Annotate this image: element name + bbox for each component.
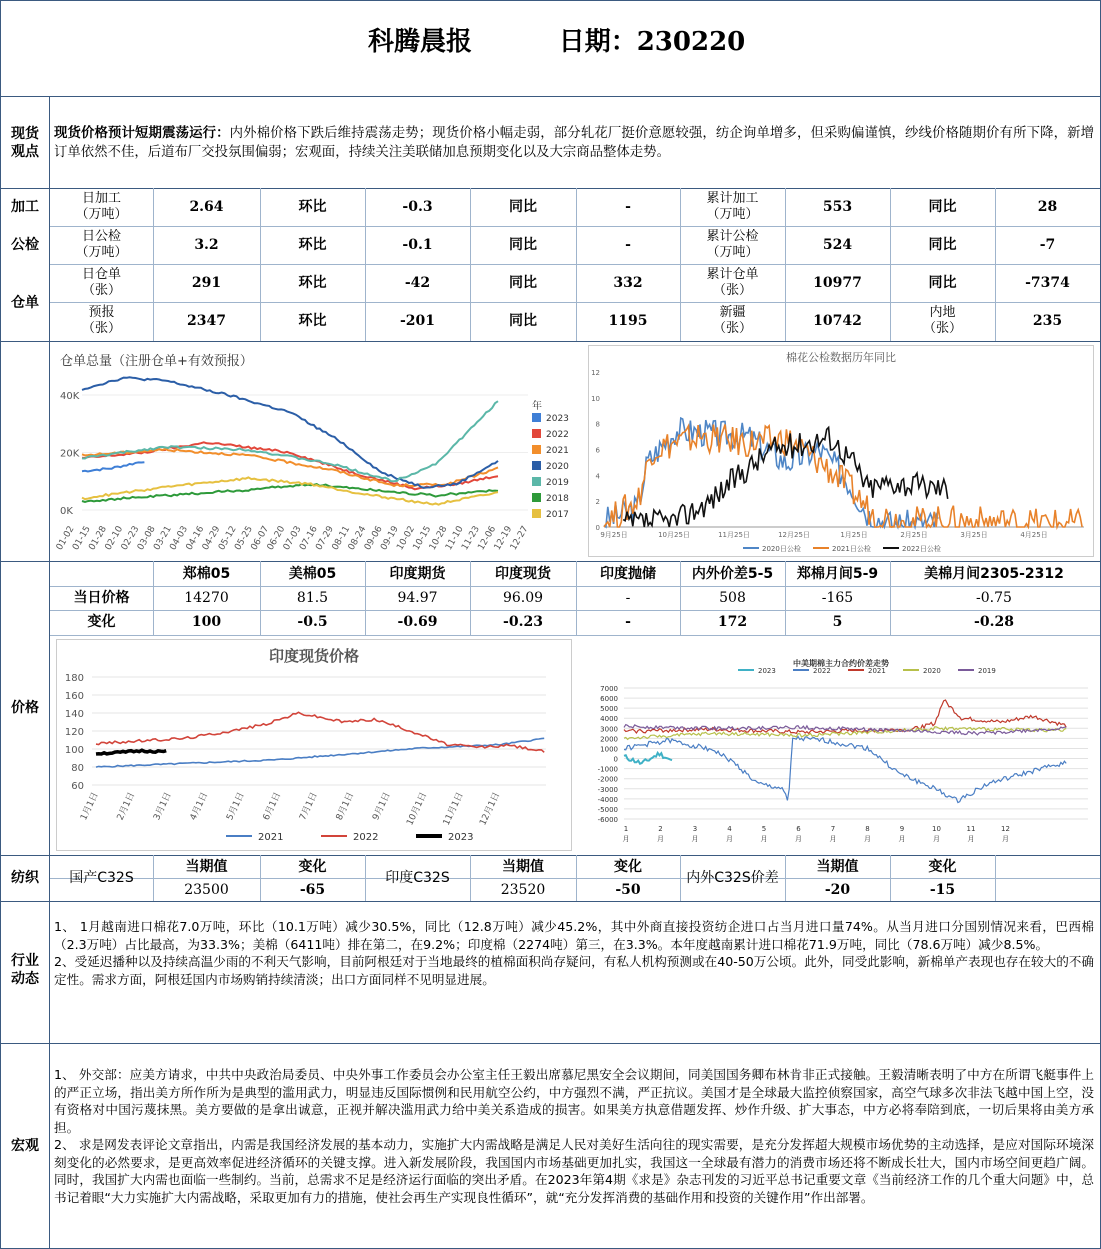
x-tick-label: 3月25日 — [960, 531, 988, 539]
y-tick-label: 60 — [71, 781, 84, 792]
x-tick-label: 01-02 — [54, 524, 77, 553]
legend-label: 2020 — [546, 462, 569, 472]
stats-cell: 332 — [613, 275, 643, 291]
legend-label: 2022 — [546, 430, 569, 440]
stats-cell: -0.1 — [402, 237, 433, 253]
x-tick-label: 6月1日 — [261, 791, 284, 822]
x-tick-label: 月 — [933, 835, 940, 843]
x-tick-label: 4 — [727, 825, 732, 833]
x-tick-label: 5 — [761, 825, 767, 833]
price-cell: 96.09 — [502, 590, 544, 606]
chart-title: 印度现货价格 — [268, 647, 360, 665]
y-tick-label: 8 — [595, 420, 600, 429]
y-tick-label: 1000 — [600, 745, 618, 754]
section-processing: 加工 — [11, 199, 39, 215]
y-tick-label: -5000 — [597, 805, 618, 814]
x-tick-label: 09-06 — [362, 524, 385, 553]
price-header: 印度期货 — [389, 565, 446, 582]
section-inspection: 公检 — [11, 237, 39, 253]
x-tick-label: 09-19 — [379, 524, 401, 553]
stats-cell: 553 — [822, 199, 853, 215]
x-tick-label: 06-20 — [265, 524, 288, 553]
stats-cell: 2.64 — [189, 199, 224, 215]
x-tick-label: 12月1日 — [478, 791, 503, 828]
legend-label: 2023 — [758, 667, 776, 675]
stats-cell: 同比 — [928, 199, 957, 215]
price-cell: - — [625, 614, 631, 630]
y-tick-label: 140 — [64, 709, 84, 720]
macro-item: 1、 外交部：应美方请求，中共中央政治局委员、中央外事工作委员会办公室主任王毅出席慕尼黑安全会议期间，同美国国务卿布林肯非正式接触。王毅清晰表明了中方在所谓飞艇事件上的严正立场，指出美方所作所为是典型的滥用武力，明显违反国际惯例和民用航空公约，中方强烈不满，严正抗议。美国才是全球最大监控侦察国家，高空气球多次非法飞越中国上空，没有资格对中国污蔑抹黑。美方要做的是拿出诚意，正视并解决滥用武力给中美关系造成的损害。如果美方执意借题发挥、炒作升级、扩大事态，中方必将奉陪到底，一切后果将由美方承担。 — [54, 1067, 1094, 1135]
price-header: 美棉05 — [288, 565, 337, 582]
x-tick-label: 10-15 — [411, 524, 434, 553]
y-tick-label: 12 — [591, 369, 600, 377]
price-cell: 94.97 — [397, 590, 438, 606]
x-tick-label: 月 — [1002, 835, 1009, 843]
x-tick-label: 5月1日 — [225, 791, 247, 822]
legend-title: 年 — [532, 401, 542, 412]
x-tick-label: 08-11 — [330, 524, 353, 553]
x-tick-label: 10-02 — [395, 524, 418, 553]
stats-cell: 10977 — [813, 275, 862, 291]
legend-label: 2018 — [546, 494, 569, 504]
legend-label: 2020 — [923, 667, 941, 675]
stats-cell: 日仓单 （张） — [81, 267, 121, 298]
price-cell: -0.75 — [976, 590, 1012, 606]
stats-cell: 235 — [1032, 313, 1063, 329]
y-tick-label: 7000 — [600, 685, 618, 693]
price-cell: -0.23 — [503, 614, 543, 630]
stats-cell: 同比 — [928, 275, 957, 291]
x-tick-label: 2月1日 — [115, 791, 138, 822]
x-tick-label: 2月25日 — [900, 531, 928, 539]
textile-h4: 变化 — [614, 858, 642, 875]
y-tick-label: 180 — [64, 673, 84, 684]
y-tick-label: -2000 — [597, 775, 618, 784]
price-cell: -0.69 — [397, 614, 438, 630]
textile-h3: 当期值 — [502, 858, 544, 875]
x-tick-label: 04-03 — [168, 524, 191, 553]
y-tick-label: 6000 — [600, 695, 618, 704]
stats-cell: 累计加工 （万吨） — [706, 191, 759, 222]
price-cell: 172 — [717, 614, 748, 630]
x-tick-label: 02-23 — [119, 524, 142, 553]
price-header: 印度现货 — [495, 565, 551, 582]
x-tick-label: 月 — [864, 835, 871, 843]
chart-title: 棉花公检数据历年同比 — [786, 351, 896, 364]
x-tick-label: 07-16 — [298, 524, 320, 553]
section-price: 价格 — [11, 700, 39, 716]
legend-swatch — [532, 461, 541, 470]
x-tick-label: 05-12 — [217, 524, 239, 553]
stats-cell: -0.3 — [402, 199, 433, 215]
x-tick-label: 08-24 — [346, 524, 369, 553]
x-tick-label: 月 — [967, 835, 975, 843]
legend-label: 2022日公检 — [902, 545, 941, 553]
legend-label: 2023 — [448, 832, 474, 843]
x-tick-label: 10月25日 — [658, 531, 690, 539]
stats-cell: 环比 — [298, 199, 327, 215]
price-row-label: 当日价格 — [73, 590, 130, 606]
y-tick-label: 2000 — [600, 735, 618, 744]
y-tick-label: 20K — [60, 448, 80, 460]
y-tick-label: 80 — [71, 763, 84, 774]
spot-view-body: 内外棉价格下跌后维持震荡走势；现货价格小幅走弱，部分轧花厂挺价意愿较强，纺企询单增多，但采购偏谨慎，纱线价格随期价有所下降，新增订单依然不佳，后道布厂交投氛围偏弱；宏观面，持续关注美联储加息预期变化以及大宗商品整体走势。 — [54, 126, 1095, 160]
stats-cell: 新疆 （张） — [712, 305, 752, 336]
report-date: 日期：230220 — [558, 27, 746, 57]
spot-view-text — [54, 124, 1094, 162]
x-tick-label: 03-08 — [135, 524, 158, 553]
stats-cell: - — [625, 199, 631, 215]
textile-india-c32s: 印度C32S — [385, 870, 450, 886]
stats-cell: -201 — [399, 313, 436, 329]
legend-label: 2019 — [978, 667, 996, 675]
x-tick-label: 9 — [899, 825, 905, 833]
y-tick-label: 4 — [595, 472, 600, 481]
y-tick-label: 4000 — [600, 715, 618, 724]
inspection-chart — [588, 345, 1094, 557]
x-tick-label: 3 — [692, 825, 698, 833]
x-tick-label: 月 — [760, 835, 768, 843]
x-tick-label: 8 — [865, 825, 870, 833]
x-tick-label: 月 — [657, 835, 664, 843]
x-tick-label: 12-19 — [492, 524, 515, 553]
y-tick-label: 0 — [595, 524, 600, 532]
textile-v2: -65 — [299, 881, 326, 898]
x-tick-label: 月 — [726, 835, 733, 843]
y-tick-label: -1000 — [597, 765, 618, 774]
stats-cell: 同比 — [928, 237, 957, 253]
legend-label: 2021 — [546, 446, 569, 456]
price-header: 美棉月间2305-2312 — [924, 565, 1064, 582]
x-tick-label: 1 — [623, 825, 629, 833]
stats-cell: 环比 — [298, 275, 327, 291]
x-tick-label: 月 — [898, 835, 906, 843]
y-tick-label: 10 — [591, 394, 600, 403]
y-tick-label: -4000 — [597, 795, 618, 804]
y-tick-label: 120 — [64, 727, 84, 738]
x-tick-label: 3月1日 — [152, 791, 174, 822]
price-header: 印度抛储 — [600, 565, 656, 582]
stats-cell: 预报 （张） — [81, 305, 121, 336]
x-tick-label: 12-06 — [476, 524, 499, 553]
stats-cell: 内地 （张） — [922, 305, 962, 336]
textile-v4: -50 — [615, 881, 641, 898]
x-tick-label: 月 — [691, 835, 699, 843]
section-industry: 行业动态 — [11, 953, 39, 987]
x-tick-label: 02-10 — [103, 524, 126, 553]
price-cell: 5 — [832, 614, 843, 630]
textile-h1: 当期值 — [185, 858, 228, 875]
stats-cell: 291 — [191, 275, 222, 291]
legend-label: 2023 — [546, 414, 569, 424]
textile-h2: 变化 — [298, 858, 327, 875]
y-tick-label: -6000 — [597, 816, 618, 824]
legend-label: 2021 — [868, 667, 886, 675]
stats-cell: 同比 — [509, 275, 537, 291]
textile-h6: 变化 — [928, 858, 957, 875]
stats-cell: -42 — [404, 275, 431, 291]
stats-cell: 同比 — [509, 313, 537, 329]
legend-label: 2022 — [353, 832, 379, 843]
legend-swatch — [532, 429, 541, 438]
chart-title: 仓单总量（注册仓单+有效预报） — [60, 354, 253, 369]
stats-cell: 3.2 — [194, 237, 219, 253]
textile-domestic-c32s: 国产C32S — [69, 870, 134, 886]
price-header: 内外价差5-5 — [691, 565, 774, 582]
price-cell: -0.28 — [974, 614, 1014, 630]
x-tick-label: 8月1日 — [334, 791, 357, 822]
price-cell: 100 — [191, 614, 222, 630]
y-tick-label: 100 — [64, 745, 84, 756]
price-header: 郑棉月间5-9 — [796, 565, 879, 582]
spot-view-lead: 现货价格预计短期震荡运行： — [54, 126, 230, 141]
price-row-label: 变化 — [87, 614, 116, 630]
textile-v1: 23500 — [184, 881, 229, 898]
y-tick-label: 5000 — [600, 705, 618, 714]
section-macro: 宏观 — [11, 1137, 39, 1154]
y-tick-label: 40K — [60, 391, 80, 402]
x-tick-label: 11月25日 — [718, 531, 750, 539]
x-tick-label: 11 — [966, 825, 976, 833]
report-title: 科腾晨报 — [367, 27, 472, 57]
x-tick-label: 4月25日 — [1020, 531, 1048, 539]
x-tick-label: 12-27 — [508, 524, 531, 553]
x-tick-label: 03-21 — [152, 524, 174, 553]
x-tick-label: 11-23 — [460, 524, 482, 553]
legend-label: 2021日公检 — [832, 545, 871, 553]
legend-label: 2022 — [813, 667, 831, 675]
legend-swatch — [532, 413, 541, 422]
stats-cell: 同比 — [509, 199, 537, 215]
x-tick-label: 11月1日 — [441, 791, 466, 828]
stats-cell: 同比 — [509, 237, 537, 253]
x-tick-label: 01-28 — [87, 524, 110, 553]
section-spot: 现货观点 — [11, 126, 39, 160]
macro-news — [54, 1066, 1094, 1206]
stats-cell: 环比 — [298, 237, 327, 253]
legend-label: 2021 — [258, 832, 284, 843]
x-tick-label: 2 — [658, 825, 663, 833]
y-tick-label: -3000 — [597, 785, 618, 794]
x-tick-label: 6 — [796, 825, 801, 833]
y-tick-label: 160 — [64, 691, 84, 702]
macro-item: 2、 求是网发表评论文章指出，内需是我国经济发展的基本动力，实施扩大内需战略是满足人民对美好生活向往的现实需要，是充分发挥超大规模市场优势的主动选择，是应对国际环境深刻变化的必然要求，是更高效率促进经济循环的关键支撑。进入新发展阶段，我国国内市场基础更加扎实，我国这一全球最有潜力的消费市场还将不断成长壮大，国内市场空间更趋广阔。同时，我国扩大内需也面临一些制约。当前，总需求不足是经济运行面临的突出矛盾。在2023年第4期《求是》杂志刊发的习近平总书记重要文章《当前经济工作的几个重大问题》中，总书记着眼“大力实施扩大内需战略，采取更加有力的措施，使社会再生产实现良性循环”，就“充分发挥消费的基础作用和投资的关键作用”作出部署。 — [54, 1137, 1094, 1205]
stats-cell: 10742 — [813, 313, 862, 329]
x-tick-label: 月 — [829, 835, 837, 843]
x-tick-label: 10-28 — [427, 524, 450, 553]
y-tick-label: 0 — [613, 755, 618, 764]
y-tick-label: 6 — [595, 446, 600, 455]
x-tick-label: 01-15 — [71, 524, 93, 553]
stats-cell: 环比 — [298, 313, 327, 329]
stats-cell: 累计仓单 （张） — [706, 267, 759, 298]
x-tick-label: 10月1日 — [405, 791, 430, 828]
stats-cell: 28 — [1037, 199, 1058, 215]
chart-bg — [589, 346, 1094, 557]
x-tick-label: 10 — [932, 825, 941, 833]
price-cell: 81.5 — [296, 590, 329, 606]
y-tick-label: 0K — [60, 506, 73, 517]
x-tick-label: 7 — [830, 825, 836, 833]
y-tick-label: 3000 — [600, 725, 618, 734]
x-tick-label: 4月1日 — [188, 791, 211, 822]
price-cell: 508 — [719, 590, 746, 606]
x-tick-label: 07-29 — [314, 524, 337, 553]
section-warehouse: 仓单 — [11, 294, 39, 311]
chart-bg — [588, 655, 1094, 851]
x-tick-label: 9月25日 — [600, 531, 628, 539]
spread-chart — [588, 655, 1094, 851]
price-cell: - — [625, 590, 631, 606]
stats-cell: 1195 — [608, 313, 648, 329]
stats-cell: -7 — [1039, 237, 1056, 253]
legend-label: 2019 — [546, 478, 569, 488]
section-textile: 纺织 — [11, 870, 39, 886]
x-tick-label: 月 — [622, 835, 630, 843]
x-tick-label: 1月25日 — [840, 531, 868, 539]
legend-swatch — [532, 493, 541, 502]
industry-item: 2、受延迟播种以及持续高温少雨的不利天气影响，目前阿根廷对于当地最终的植棉面积尚存疑问，有私人机构预测或在40-50万公顷。此外，同受此影响，新棉单产表现也存在较大的不确定性。需求方面，阿根廷国内市场购销持续清淡；出口方面同样不见明显进展。 — [54, 954, 1094, 987]
x-tick-label: 1月1日 — [79, 791, 101, 822]
x-tick-label: 04-29 — [200, 524, 223, 553]
stats-cell: 日公检 （万吨） — [75, 229, 128, 260]
price-cell: -0.5 — [297, 614, 328, 630]
legend-label: 2017 — [546, 510, 569, 520]
stats-cell: 日加工 （万吨） — [75, 191, 128, 222]
price-cell: 14270 — [184, 590, 229, 606]
x-tick-label: 04-16 — [184, 524, 207, 553]
x-tick-label: 06-07 — [249, 524, 272, 553]
legend-swatch — [532, 477, 541, 486]
legend-swatch — [532, 445, 541, 454]
chart-title: 中美期棉主力合约价差走势 — [793, 659, 889, 668]
stats-cell: 524 — [822, 237, 853, 253]
textile-v3: 23520 — [500, 881, 546, 898]
stats-cell: - — [625, 237, 631, 253]
legend-label: 2020日公检 — [762, 545, 801, 553]
price-header: 郑棉05 — [182, 565, 231, 582]
x-tick-label: 7月1日 — [298, 791, 320, 822]
stats-cell: -7374 — [1025, 275, 1070, 291]
textile-spread-c32s: 内外C32S价差 — [686, 870, 779, 886]
x-tick-label: 12月25日 — [778, 531, 810, 539]
industry-item: 1、 1月越南进口棉花7.0万吨，环比（10.1万吨）减少30.5%，同比（12.8万吨）减少45.2%，其中外商直接投资纺企进口占当月进口量74%。从当月进口分国别情况来看，巴西棉（2.3万吨）占比最高，为33.3%；美棉（6411吨）排在第二，在9.2%；印度棉（2274吨）第三，在3.3%。本年度越南累计进口棉花71.9万吨，同比（78.6万吨）减少8.5%。 — [54, 919, 1094, 952]
stats-cell: 2347 — [187, 313, 226, 329]
x-tick-label: 9月1日 — [371, 791, 393, 822]
warehouse-chart — [52, 343, 582, 559]
industry-news — [54, 918, 1094, 988]
x-tick-label: 05-25 — [233, 524, 255, 553]
x-tick-label: 11-10 — [444, 524, 466, 553]
legend-swatch — [532, 509, 541, 518]
x-tick-label: 07-03 — [281, 524, 304, 553]
stats-cell: 累计公检 （万吨） — [706, 229, 759, 260]
y-tick-label: 2 — [595, 498, 600, 507]
textile-v5: -20 — [824, 881, 851, 898]
india-spot-chart — [56, 639, 572, 851]
textile-h5: 当期值 — [816, 858, 859, 875]
x-tick-label: 12 — [1001, 825, 1010, 833]
textile-v6: -15 — [929, 881, 956, 898]
price-cell: -165 — [821, 590, 854, 606]
x-tick-label: 月 — [795, 835, 802, 843]
